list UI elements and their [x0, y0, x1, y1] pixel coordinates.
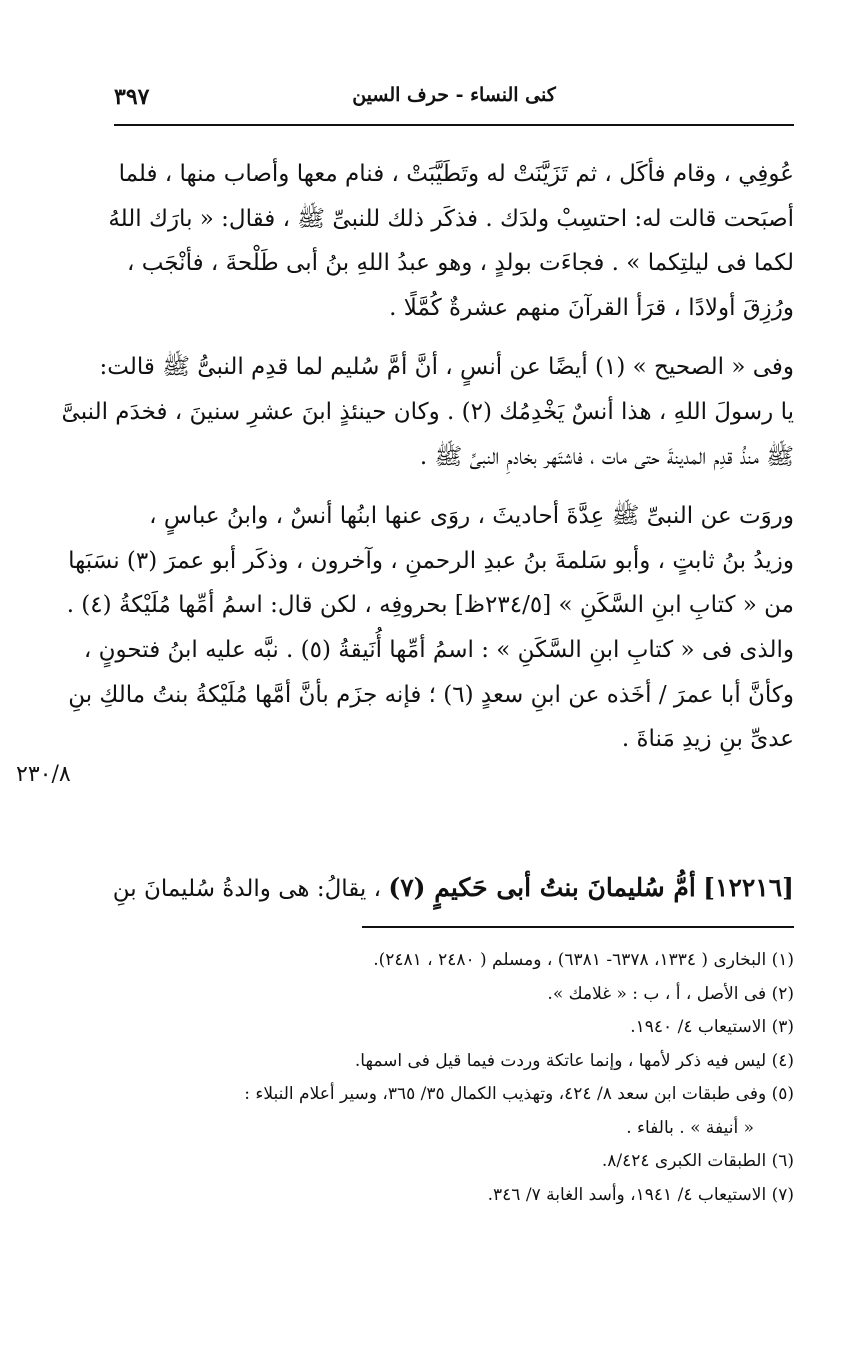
footnote-5-continuation: « أنيفة » . بالفاء .	[626, 1117, 754, 1138]
entry-name: أمُّ سُليمانَ بنتُ أبى حَكيمٍ (٧)	[388, 873, 696, 902]
footnote-1: (١) البخارى ( ١٣٣٤، ٦٣٧٨- ٦٣٨١) ، ومسلم ( ٢٤٨٠ ، ٢٤٨١).	[373, 950, 794, 970]
text-line: والذى فى « كتابِ ابنِ السَّكَنِ » : اسمُ أمِّها أُنَيقةُ (٥) . نبَّه عليه ابنُ فتحونٍ ،	[83, 636, 794, 663]
footnote-2: (٢) فى الأصل ، أ ، ب : « غلامك ».	[547, 983, 794, 1004]
footnotes	[62, 944, 794, 1212]
text-line: لكما فى ليلتِكما » . فجاءَت بولدٍ ، وهو عبدُ اللهِ بنُ أبى طَلْحةَ ، فأنْجَب ،	[127, 250, 794, 277]
paragraph-3	[66, 494, 794, 762]
text-line: من « كتابِ ابنِ السَّكَنِ » [٢٣٤/٥ظ] بحروفِه ، لكن قال: اسمُ أمِّها مُلَيْكةُ (٤) .	[66, 592, 794, 619]
text-line: ورُزِقَ أولادًا ، قرَأ القرآنَ منهم عشرةٌ كُمَّلًا .	[389, 294, 794, 321]
footnote-4: (٤) ليس فيه ذكر لأمها ، وإنما عاتكة وردت فيما قيل فى اسمها.	[354, 1050, 794, 1071]
header-rule	[114, 124, 794, 126]
paragraph-1	[108, 152, 794, 330]
footnote-6: (٦) الطبقات الكبرى ٨/٤٢٤.	[601, 1151, 794, 1171]
text-line: عدىِّ بنِ زيدِ مَناةَ .	[621, 726, 794, 753]
footnote-3: (٣) الاستيعاب ٤/ ١٩٤٠.	[630, 1017, 794, 1037]
text-line: ﷺ منذُ قدِم المدينةَ حتى مات ، فاشتَهر بخادمِ النبىِّ ﷺ .	[419, 443, 794, 470]
running-title: كنى النساء - حرف السين	[352, 84, 556, 106]
footnote-rule	[362, 926, 794, 928]
entry-heading-line	[114, 866, 794, 911]
text-line: أصبَحت قالت له: احتسِبْ ولدَك . فذكَر ذلك للنبىِّ ﷺ ، فقال: « بارَك اللهُ	[108, 205, 794, 232]
text-line: وزيدُ بنُ ثابتٍ ، وأبو سَلمةَ بنُ عبدِ الرحمنِ ، وآخرون ، وذكَر أبو عمرَ (٣) نسَبَها	[68, 547, 794, 574]
text-line: وكأنَّ أبا عمرَ / أخَذه عن ابنِ سعدٍ (٦) ؛ فإنه جزَم بأنَّ أمَّها مُلَيْكةُ بنتُ مالكِ بنِ	[68, 681, 794, 708]
entry-number: [١٢٢١٦]	[703, 873, 794, 902]
page-header	[114, 84, 794, 120]
text-line: وفى « الصحيح » (١) أيضًا عن أنسٍ ، أنَّ أمَّ سُليم لما قدِم النبىُّ ﷺ قالت:	[99, 354, 794, 381]
body-text	[61, 152, 794, 762]
footnote-7: (٧) الاستيعاب ٤/ ١٩٤١، وأسد الغابة ٧/ ٣٤٦.	[487, 1184, 794, 1205]
margin-volume-page-note: ٢٣٠/٨	[16, 762, 71, 787]
text-line: يا رسولَ اللهِ ، هذا أنسٌ يَخْدِمُك (٢) . وكان حينئذٍ ابنَ عشرِ سنينَ ، فخدَم النبىَّ	[61, 398, 794, 425]
page-number: ٣٩٧	[114, 84, 150, 110]
footnote-5: (٥) وفى طبقات ابن سعد ٨/ ٤٢٤، وتهذيب الكمال ٣٥/ ٣٦٥، وسير أعلام النبلاء :	[244, 1084, 794, 1104]
text-line: عُوفِي ، وقام فأكَل ، ثم تَزَيَّنَتْ له وتَطَيَّبَتْ ، فنام معها وأصاب منها ، فلما	[118, 161, 794, 187]
entry-text: ، يقالُ: هى والدةُ سُليمانَ بنِ	[112, 876, 382, 902]
paragraph-2	[61, 345, 794, 479]
text-line: وروَت عن النبىِّ ﷺ عِدَّةَ أحاديثَ ، روَى عنها ابنُها أنسٌ ، وابنُ عباسٍ ،	[149, 503, 794, 530]
